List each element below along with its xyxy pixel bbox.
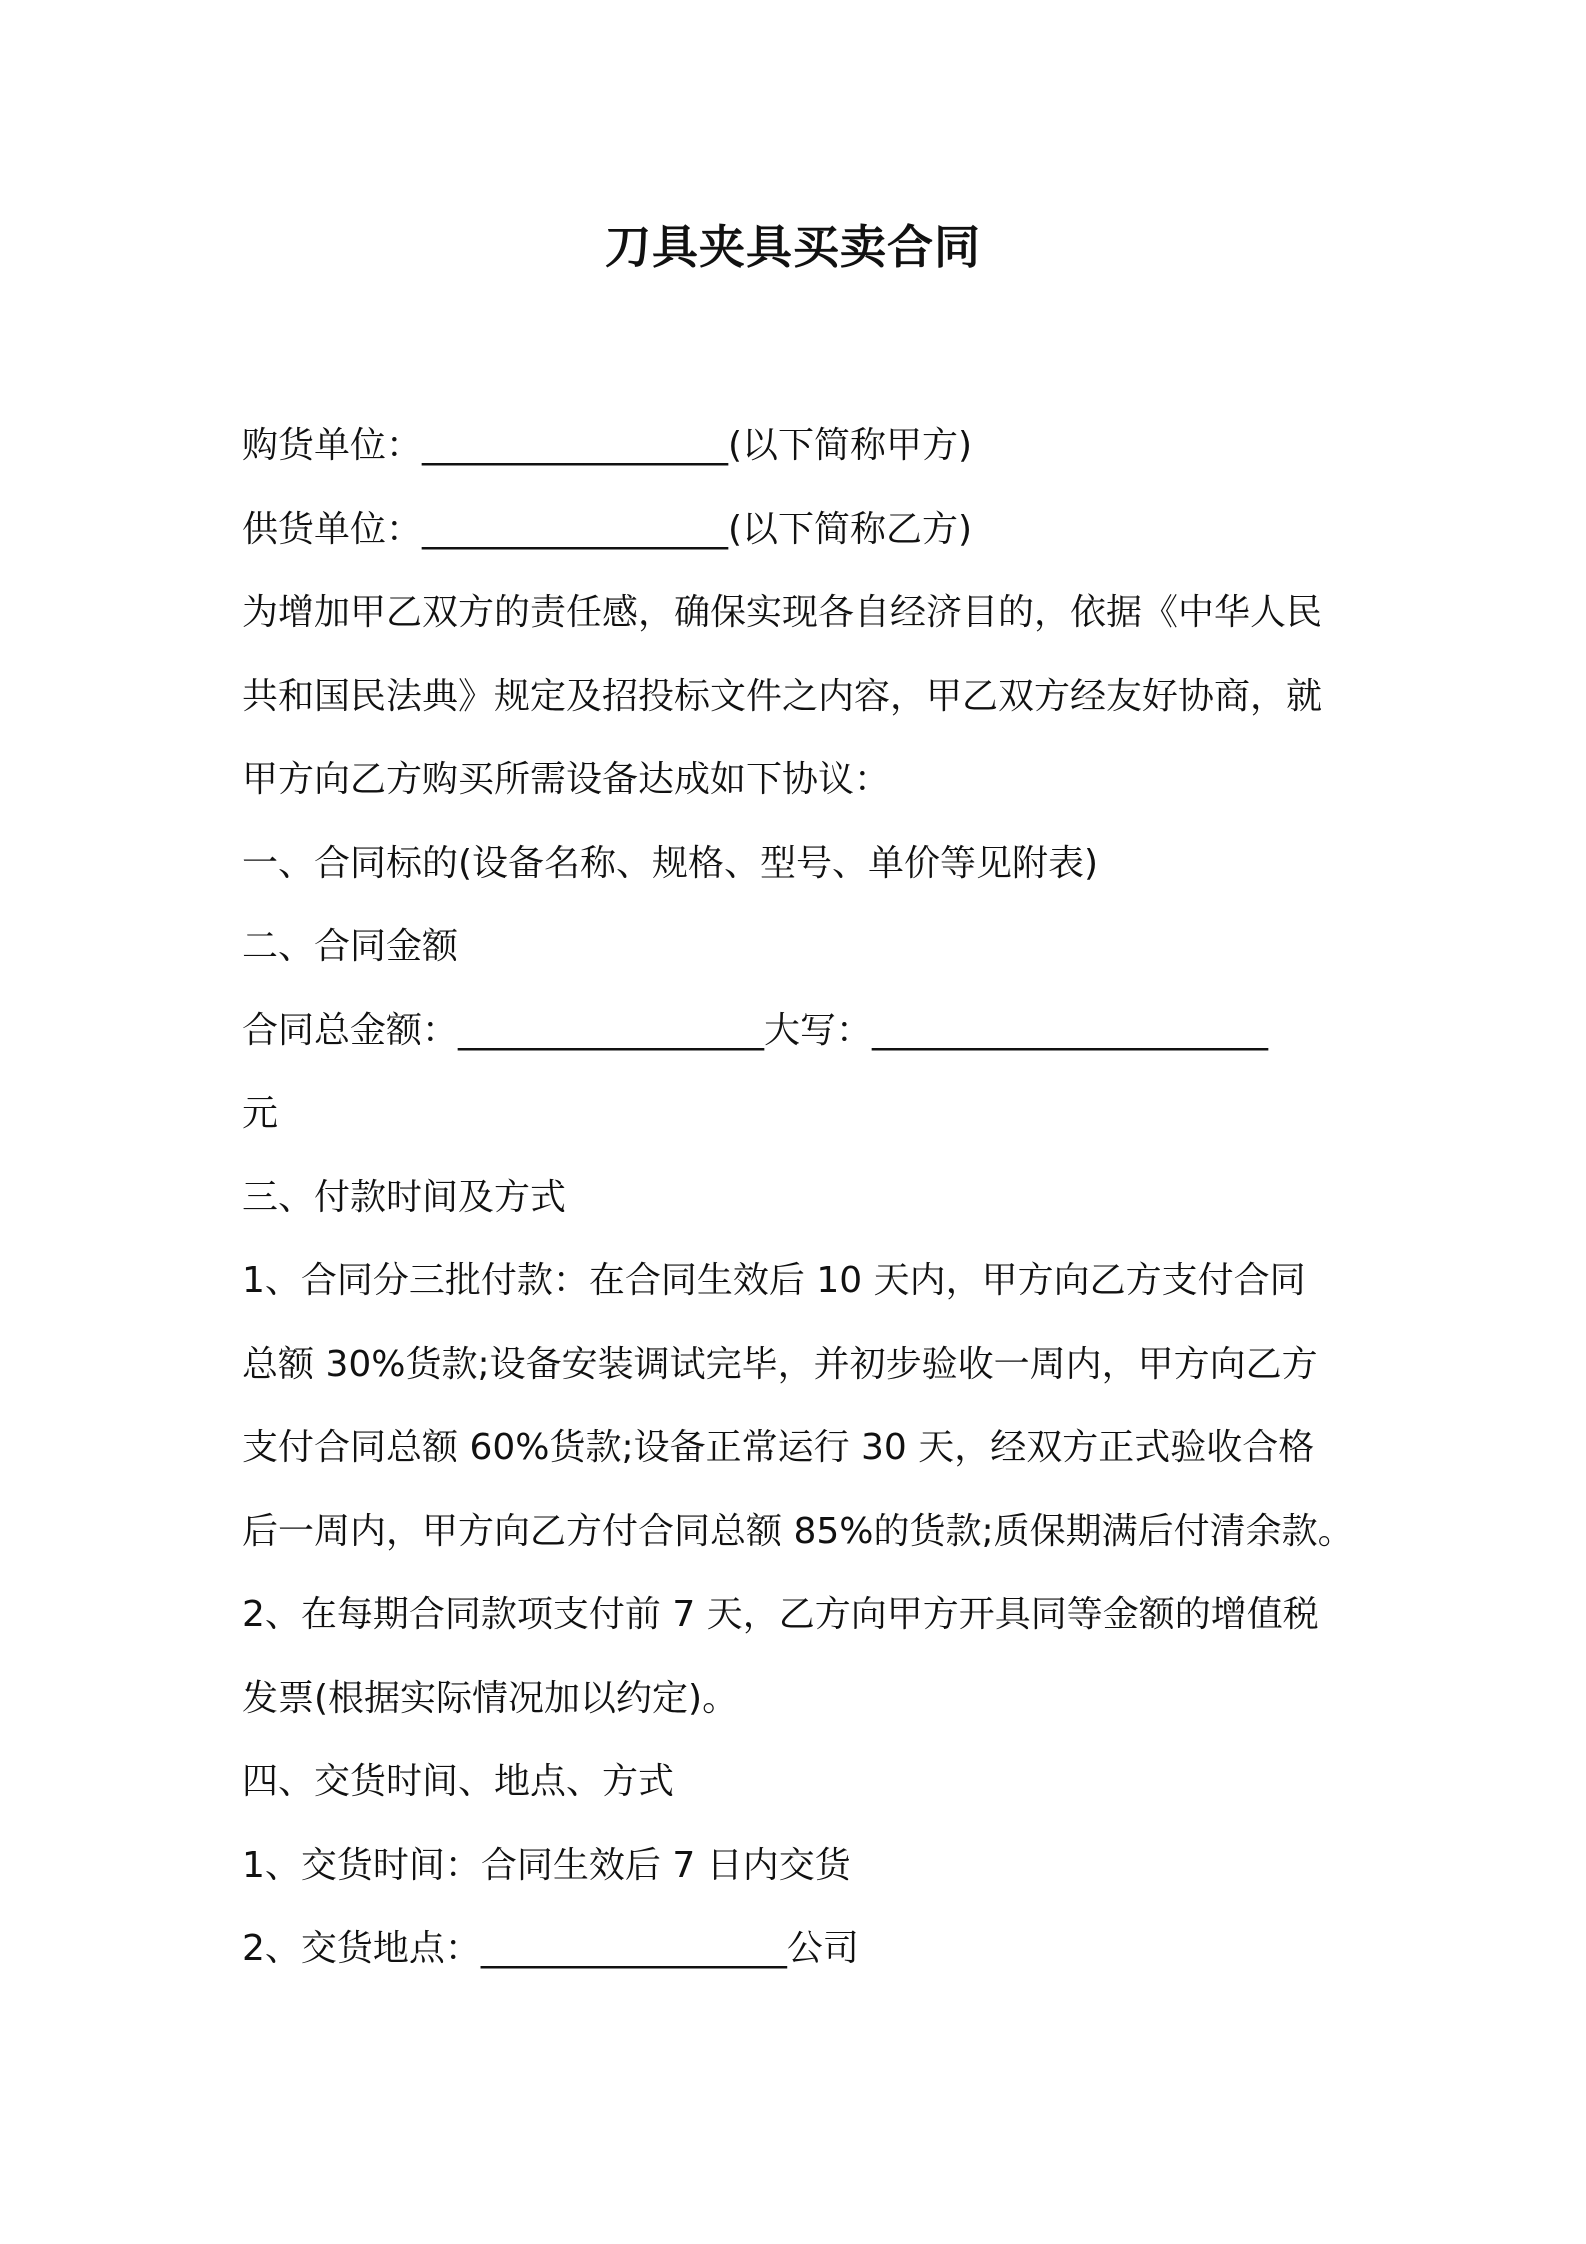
payment-clause-1-line-4: 后一周内，甲方向乙方付合同总额 85%的货款;质保期满后付清余款。 xyxy=(242,1510,1354,1552)
payment-clause-2-line-1: 2、在每期合同款项支付前 7 天，乙方向甲方开具同等金额的增值税 xyxy=(242,1594,1319,1635)
preamble-line-2: 共和国民法典》规定及招投标文件之内容，甲乙双方经友好协商，就 xyxy=(242,675,1323,717)
section-3-heading: 三、付款时间及方式 xyxy=(242,1176,567,1218)
payment-clause-1-line-1: 1、合同分三批付款：在合同生效后 10 天内，甲方向乙方支付合同 xyxy=(242,1260,1306,1301)
contract-body xyxy=(242,404,1372,1991)
buyer-unit-line: 购货单位：_________________(以下简称甲方) xyxy=(242,425,973,466)
document-title: 刀具夹具买卖合同 xyxy=(605,220,981,274)
payment-clause-2-line-2: 发票(根据实际情况加以约定)。 xyxy=(242,1677,739,1719)
preamble-line-1: 为增加甲乙双方的责任感，确保实现各自经济目的，依据《中华人民 xyxy=(242,592,1323,633)
section-2-heading: 二、合同金额 xyxy=(242,926,459,967)
payment-clause-1-line-3: 支付合同总额 60%货款;设备正常运行 30 天，经双方正式验收合格 xyxy=(242,1427,1315,1468)
payment-clause-1-line-2: 总额 30%货款;设备安装调试完毕，并初步验收一周内，甲方向乙方 xyxy=(242,1343,1318,1385)
contract-amount-line: 合同总金额：_________________大写：______________________ xyxy=(242,1009,1269,1051)
section-1-heading: 一、合同标的(设备名称、规格、型号、单价等见附表) xyxy=(242,842,1099,884)
section-4-heading: 四、交货时间、地点、方式 xyxy=(242,1761,675,1802)
delivery-location-line: 2、交货地点：_________________公司 xyxy=(242,1928,859,1969)
preamble-line-3: 甲方向乙方购买所需设备达成如下协议： xyxy=(242,759,891,800)
supplier-unit-line: 供货单位：_________________(以下简称乙方) xyxy=(242,508,973,550)
delivery-time-line: 1、交货时间：合同生效后 7 日内交货 xyxy=(242,1844,851,1886)
contract-amount-unit-line: 元 xyxy=(242,1093,279,1134)
